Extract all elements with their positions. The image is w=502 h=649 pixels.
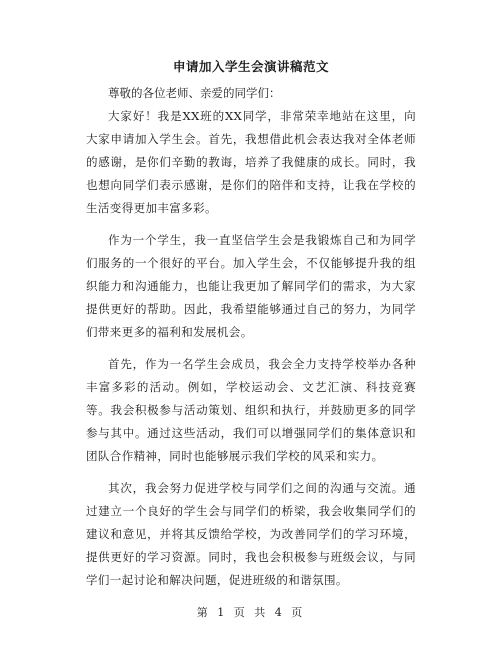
document-body xyxy=(86,82,416,601)
paragraph-1: 大家好！我是XX班的XX同学，非常荣幸地站在这里，向大家申请加入学生会。首先，我想借此机会表达我对全体老师的感谢，是你们辛勤的教诲，培养了我健康的成长。同时，我也想向同学们表示感谢，是你们的陪伴和支持，让我在学校的生活变得更加丰富多彩。 xyxy=(86,109,416,215)
paragraph-4: 其次，我会努力促进学校与同学们之间的沟通与交流。通过建立一个良好的学生会与同学们的桥梁，我会收集同学们的建议和意见，并将其反馈给学校，为改善同学们的学习环境，提供更好的学习资源。同时，我也会积极参与班级会议，与同学们一起讨论和解决问题，促进班级的和谐氛围。 xyxy=(86,481,416,587)
paragraph-3: 首先，作为一名学生会成员，我会全力支持学校举办各种丰富多彩的活动。例如，学校运动会、文艺汇演、科技竞赛等。我会积极参与活动策划、组织和执行，并鼓励更多的同学参与其中。通过这些活动，我们可以增强同学们的集体意识和团队合作精神，同时也能够展示我们学校的风采和实力。 xyxy=(86,357,416,463)
salutation: 尊敬的各位老师、亲爱的同学们： xyxy=(108,86,281,100)
paragraph-2: 作为一个学生，我一直坚信学生会是我锻炼自己和为同学们服务的一个很好的平台。加入学生会，不仅能够提升我的组织能力和沟通能力，也能让我更加了解同学们的需求，为大家提供更好的帮助。因此，我希望能够通过自己的努力，为同学们带来更多的福利和发展机会。 xyxy=(86,233,416,339)
document-title: 申请加入学生会演讲稿范文 xyxy=(172,59,329,74)
page-footer: 第 1 页 共 4 页 xyxy=(196,606,306,619)
